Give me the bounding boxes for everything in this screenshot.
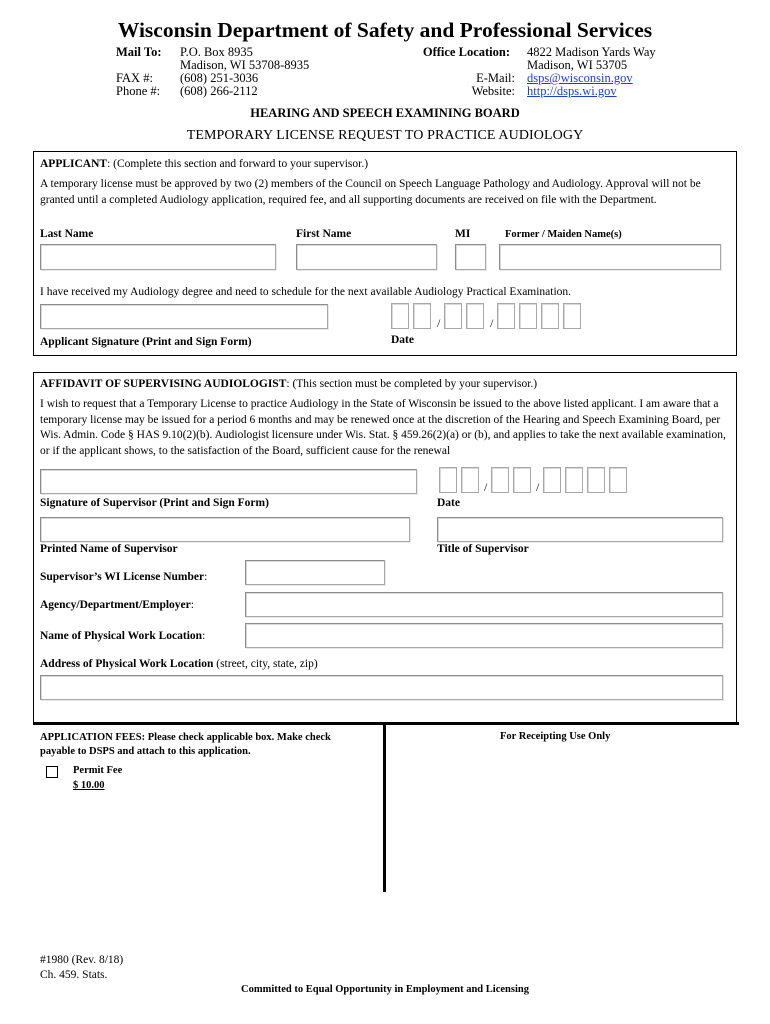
receipting-label: For Receipting Use Only [500,731,611,742]
former-name-input[interactable] [499,244,721,270]
supervisor-date-year-2[interactable] [565,467,583,493]
website-label: Website: [471,84,515,98]
permit-fee-amount: $ 10.00 [73,780,105,791]
applicant-signature-input[interactable] [40,304,328,329]
address-text: Address of Physical Work Location [40,658,214,670]
supervisor-signature-label: Signature of Supervisor (Print and Sign Form) [40,497,269,509]
applicant-date-year-4[interactable] [563,303,581,329]
work-location-input[interactable] [245,623,723,648]
agency-label [40,599,194,611]
email-label: E-Mail: [476,71,515,85]
fax-value: (608) 251-3036 [180,71,259,85]
printed-name-label: Printed Name of Supervisor [40,543,178,555]
affidavit-heading-note: : (This section must be completed by your supervisor.) [286,378,538,390]
affidavit-heading-line [40,377,537,393]
office-location-label: Office Location: [422,45,510,59]
supervisor-date-year-4[interactable] [609,467,627,493]
applicant-date-day-1[interactable] [444,303,462,329]
date-separator: / [536,480,540,494]
mi-label: MI [455,228,471,240]
affidavit-paragraph: I wish to request that a Temporary License to practice Audiology in the State of Wisconsin be issued to the above listed applicant. I am aware that a temporary license may be issued for a period 6 months and may be renewed once at the discretion of the Hearing and Speech Examining Board, per Wis. Admin. Code § HAS 9.10(2)(b). Audiologist licensure under Wis. Stat. § 459.26(2)(a) or (b), and applies to take the next available examination, or if the applicant shows, to the satisfaction of the Board, sufficient cause for the renewal [40,398,726,457]
board-name: HEARING AND SPEECH EXAMINING BOARD [250,106,520,120]
address-label [40,658,318,670]
applicant-date-year-3[interactable] [541,303,559,329]
address-note: (street, city, state, zip) [213,658,318,670]
office-address-line2: Madison, WI 53705 [527,58,628,72]
license-number-text: Supervisor’s WI License Number [40,571,205,583]
form-title: TEMPORARY LICENSE REQUEST TO PRACTICE AUDIOLOGY [186,128,584,143]
equal-opportunity: Committed to Equal Opportunity in Employment and Licensing [241,984,529,995]
printed-name-input[interactable] [40,517,410,542]
affidavit-heading: AFFIDAVIT OF SUPERVISING AUDIOLOGIST [40,378,287,390]
applicant-heading-line [40,157,368,173]
applicant-signature-label: Applicant Signature (Print and Sign Form) [40,336,252,348]
supervisor-date-month-2[interactable] [461,467,479,493]
applicant-heading: APPLICANT [40,158,108,170]
permit-fee-checkbox[interactable] [46,766,58,778]
address-input[interactable] [40,675,723,700]
first-name-input[interactable] [296,244,437,270]
supervisor-date-label: Date [437,497,460,509]
applicant-date-year-2[interactable] [519,303,537,329]
supervisor-date-year-1[interactable] [543,467,561,493]
supervisor-date-day-1[interactable] [491,467,509,493]
date-separator: / [437,316,441,330]
office-address-line1: 4822 Madison Yards Way [527,45,656,59]
page-title: Wisconsin Department of Safety and Professional Services [117,18,653,42]
phone-label: Phone #: [116,84,161,98]
fees-heading: APPLICATION FEES: Please check applicable box. Make check payable to DSPS and attach to this application. [40,732,331,757]
title-input[interactable] [437,517,723,542]
applicant-date-month-2[interactable] [413,303,431,329]
supervisor-date-day-2[interactable] [513,467,531,493]
statute: Ch. 459. Stats. [40,969,108,981]
mi-input[interactable] [455,244,486,270]
section-divider [33,722,739,725]
applicant-heading-note: : (Complete this section and forward to your supervisor.) [107,158,369,170]
agency-input[interactable] [245,592,723,617]
last-name-input[interactable] [40,244,276,270]
degree-statement: I have received my Audiology degree and need to schedule for the next available Audiology Practical Examination. [40,286,572,298]
email-link[interactable]: dsps@wisconsin.gov [527,71,633,85]
date-separator: / [490,316,494,330]
applicant-date-month-1[interactable] [391,303,409,329]
mail-to-label: Mail To: [116,45,162,59]
colon: : [190,599,194,611]
supervisor-signature-input[interactable] [40,469,417,494]
license-number-label [40,571,207,583]
fax-label: FAX #: [116,71,153,85]
column-divider [383,724,386,892]
work-location-text: Name of Physical Work Location [40,630,203,642]
applicant-paragraph: A temporary license must be approved by two (2) members of the Council on Speech Language Pathology and Audiology. Approval will not be granted until a completed Audiology application, required fee, and all supporting documents are received on file with the Department. [40,178,701,206]
agency-text: Agency/Department/Employer [40,599,191,611]
mail-address-line2: Madison, WI 53708-8935 [180,58,310,72]
colon: : [202,630,206,642]
supervisor-date-month-1[interactable] [439,467,457,493]
mail-address-line1: P.O. Box 8935 [180,45,253,59]
applicant-date-year-1[interactable] [497,303,515,329]
website-link[interactable]: http://dsps.wi.gov [527,84,617,98]
title-label: Title of Supervisor [437,543,529,555]
work-location-label [40,630,205,642]
applicant-date-day-2[interactable] [466,303,484,329]
former-name-label: Former / Maiden Name(s) [505,229,622,240]
date-separator: / [484,480,488,494]
applicant-date-label: Date [391,334,414,346]
supervisor-date-year-3[interactable] [587,467,605,493]
form-number: #1980 (Rev. 8/18) [40,954,124,966]
colon: : [204,571,208,583]
permit-fee-label: Permit Fee [73,765,123,776]
phone-value: (608) 266-2112 [180,84,258,98]
last-name-label: Last Name [40,228,94,240]
license-number-input[interactable] [245,560,385,585]
first-name-label: First Name [296,228,352,240]
